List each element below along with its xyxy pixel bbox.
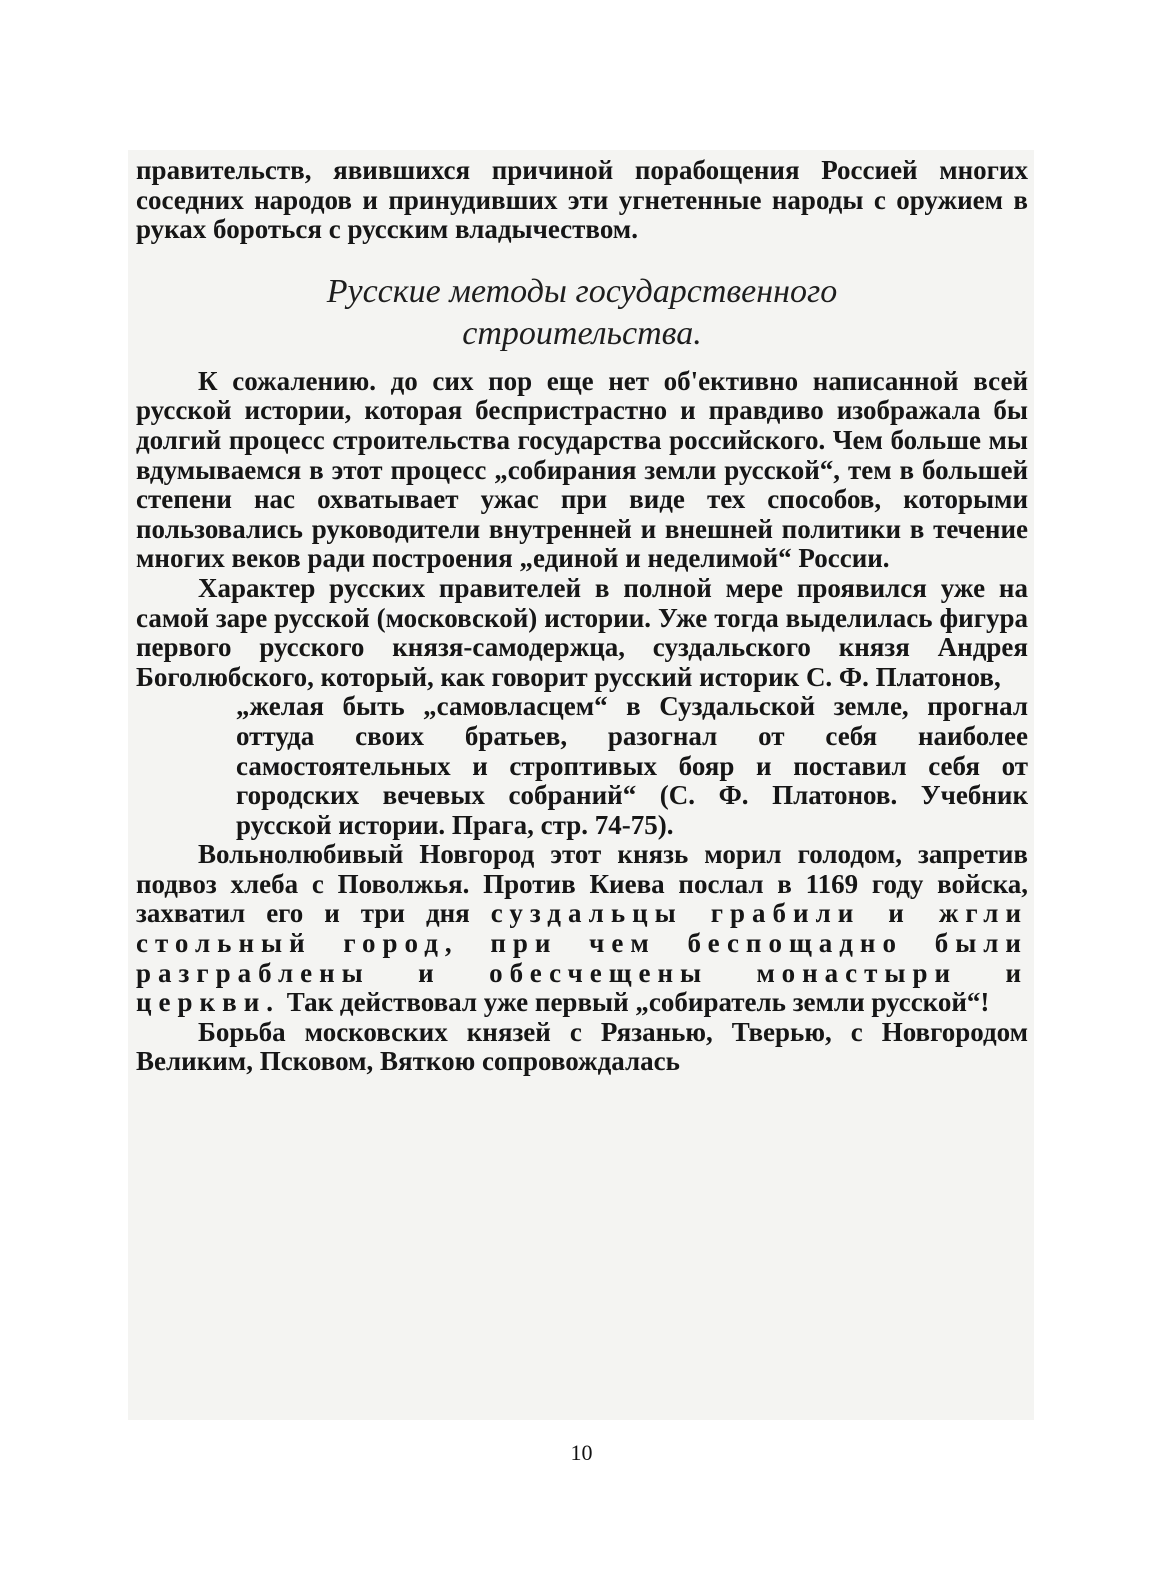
page-text [136,156,1028,1077]
paragraph-4: Борьба московских князей с Рязанью, Тверью, с Новгородом Великим, Псковом, Вяткою сопровождалась [136,1016,1028,1077]
section-heading-line-1: Русские методы государственного [326,272,838,310]
paragraph-3-end: Так действовал уже первый „собиратель земли русской“! [286,987,990,1018]
paragraph-3-spaced-emphasis: суздальцы грабили и жгли стольный город, при чем беспощадно были разграблены и обесчещены монастыри и церкви. [136,898,1028,1018]
paragraph-3-start: Вольнолюбивый Новгород этот князь морил голодом, запретив подвоз хлеба с Поволжья. Против Киева послал в 1169 году войска, захватил его и три дня [136,839,1028,929]
page-number: 10 [570,1440,593,1465]
paragraph-3 [136,840,1028,1018]
section-heading-line-2: строительства. [462,314,702,352]
opening-paragraph: правительств, явившихся причиной порабощения Россией многих соседних народов и принудивших эти угнетенные народы с оружием в руках бороться с русским владычеством. [136,155,1028,245]
block-quote: „желая быть „самовласцем“ в Суздальской земле, прогнал оттуда своих братьев, разогнал от себя наиболее самостоятельных и строптивых бояр и поставил себя от городских вечевых собраний“ (С. Ф. Платонов. Учебник русской истории. Прага, стр. 74-75). [236,691,1028,840]
paragraph-1: К сожалению. до сих пор еще нет об'ективно написанной всей русской истории, которая беспристрастно и правдиво изображала бы долгий процесс строительства государства российского. Чем больше мы вдумываемся в этот процесс „собирания земли русской“, тем в большей степени нас охватывает ужас при виде тех способов, которыми пользовались руководители внутренней и внешней политики в течение многих веков ради построения „единой и неделимой“ России. [136,365,1028,574]
section-heading [136,271,1028,355]
paragraph-2: Характер русских правителей в полной мере проявился уже на самой заре русской (московской) истории. Уже тогда выделилась фигура первого русского князя-самодержца, суздальского князя Андрея Боголюбского, который, как говорит русский историк С. Ф. Платонов, [136,572,1028,692]
scanned-book-page [128,150,1034,1420]
